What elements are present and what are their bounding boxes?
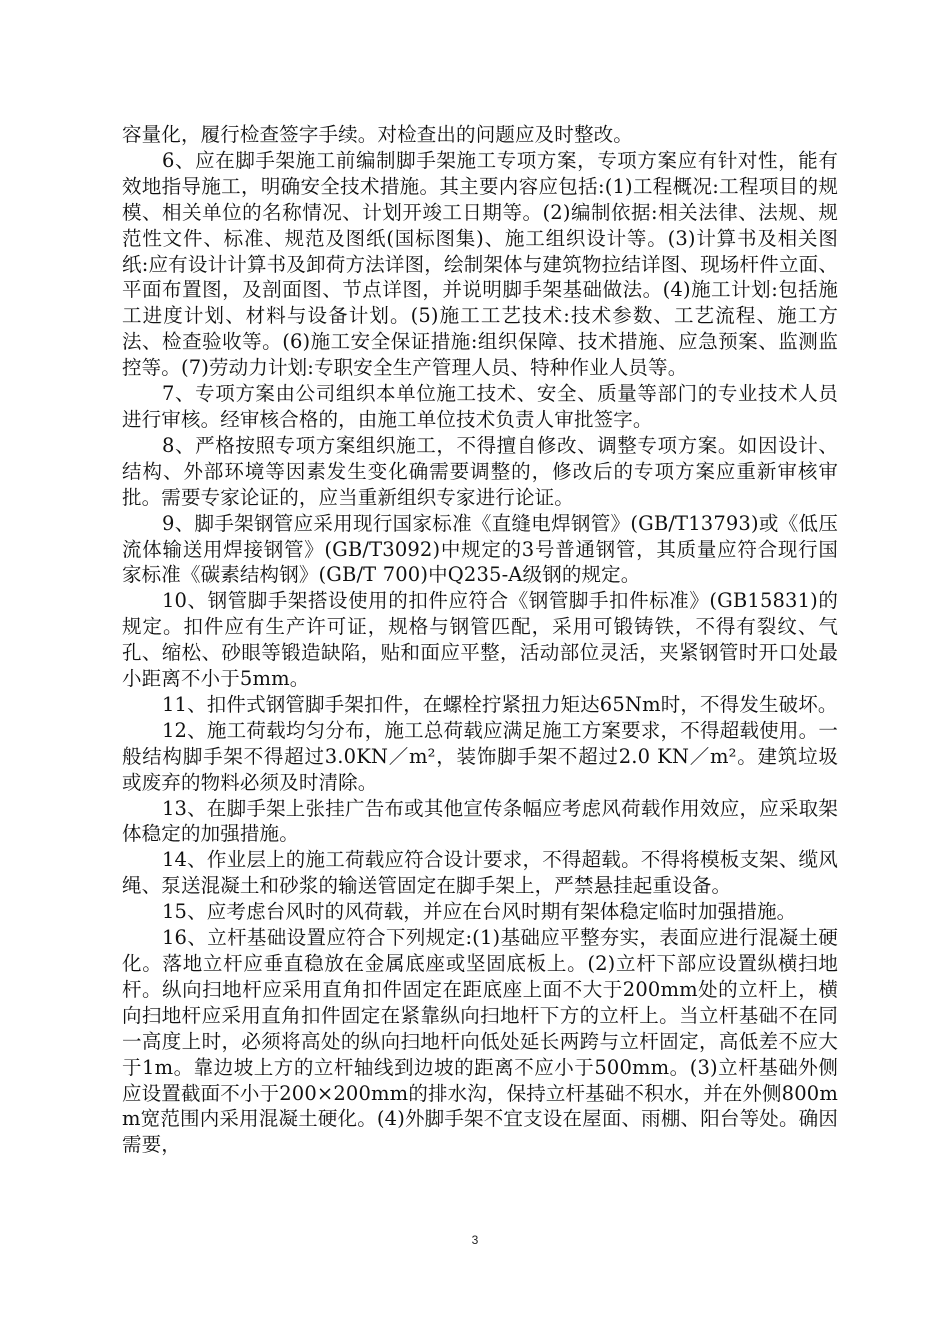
paragraph-item-15: 15、应考虑台风时的风荷载，并应在台风时期有架体稳定临时加强措施。 (162, 900, 797, 924)
document-body (122, 122, 838, 1158)
paragraph-item-13: 13、在脚手架上张挂广告布或其他宣传条幅应考虑风荷载作用效应，应采取架体稳定的加强措施。 (122, 796, 838, 846)
paragraph-item-8: 8、严格按照专项方案组织施工，不得擅自修改、调整专项方案。如因设计、结构、外部环境等因素发生变化确需要调整的，修改后的专项方案应重新审核审批。需要专家论证的，应当重新组织专家进行论证。 (122, 433, 838, 509)
paragraph-item-12: 12、施工荷载均匀分布，施工总荷载应满足施工方案要求，不得超载使用。一般结构脚手架不得超过3.0KN／m²，装饰脚手架不超过2.0 KN／m²。建筑垃圾或废弃的物料必须及时清除。 (122, 718, 838, 794)
paragraph-item-11: 11、扣件式钢管脚手架扣件，在螺栓拧紧扭力矩达65Nm时，不得发生破坏。 (162, 692, 838, 716)
paragraph-item-16: 16、立杆基础设置应符合下列规定:(1)基础应平整夯实，表面应进行混凝土硬化。落地立杆应垂直稳放在金属底座或坚固底板上。(2)立杆下部应设置纵横扫地杆。纵向扫地杆应采用直角扣件固定在距底座上面不大于200mm处的立杆上，横向扫地杆应采用直角扣件固定在紧靠纵向扫地杆下方的立杆上。当立杆基础不在同一高度上时，必须将高处的纵向扫地杆向低处延长两跨与立杆固定，高低差不应大于1m。靠边坡上方的立杆轴线到边坡的距离不应小于500mm。(3)立杆基础外侧应设置截面不小于200×200mm的排水沟，保持立杆基础不积水，并在外侧800mm宽范围内采用混凝土硬化。(4)外脚手架不宜支设在屋面、雨棚、阳台等处。确因需要， (122, 926, 838, 1157)
paragraph-item-7: 7、专项方案由公司组织本单位施工技术、安全、质量等部门的专业技术人员进行审核。经审核合格的，由施工单位技术负责人审批签字。 (122, 382, 838, 431)
paragraph-continuation: 容量化，履行检查签字手续。对检查出的问题应及时整改。 (122, 123, 633, 146)
page-number: 3 (471, 1233, 479, 1247)
paragraph-item-6: 6、应在脚手架施工前编制脚手架施工专项方案，专项方案应有针对性，能有效地指导施工，明确安全技术措施。其主要内容应包括:(1)工程概况:工程项目的规模、相关单位的名称情况、计划开竣工日期等。(2)编制依据:相关法律、法规、规范性文件、标准、规范及图纸(国标图集)、施工组织设计等。(3)计算书及相关图纸:应有设计计算书及卸荷方法详图，绘制架体与建筑物拉结详图、现场杆件立面、平面布置图，及剖面图、节点详图，并说明脚手架基础做法。(4)施工计划:包括施工进度计划、材料与设备计划。(5)施工工艺技术:技术参数、工艺流程、施工方法、检查验收等。(6)施工安全保证措施:组织保障、技术措施、应急预案、监测监控等。(7)劳动力计划:专职安全生产管理人员、特种作业人员等。 (122, 148, 838, 380)
paragraph-item-10: 10、钢管脚手架搭设使用的扣件应符合《钢管脚手扣件标准》(GB15831)的规定。扣件应有生产许可证，规格与钢管匹配，采用可锻铸铁，不得有裂纹、气孔、缩松、砂眼等锻造缺陷，贴和面应平整，活动部位灵活，夹紧钢管时开口处最小距离不小于5mm。 (122, 589, 838, 691)
paragraph-item-9: 9、脚手架钢管应采用现行国家标准《直缝电焊钢管》(GB/T13793)或《低压流体输送用焊接钢管》(GB/T3092)中规定的3号普通钢管，其质量应符合现行国家标准《碳素结构钢》(GB/T 700)中Q235-A级钢的规定。 (122, 511, 838, 587)
paragraph-item-14: 14、作业层上的施工荷载应符合设计要求，不得超载。不得将模板支架、缆风绳、泵送混凝土和砂浆的输送管固定在脚手架上，严禁悬挂起重设备。 (122, 848, 838, 898)
